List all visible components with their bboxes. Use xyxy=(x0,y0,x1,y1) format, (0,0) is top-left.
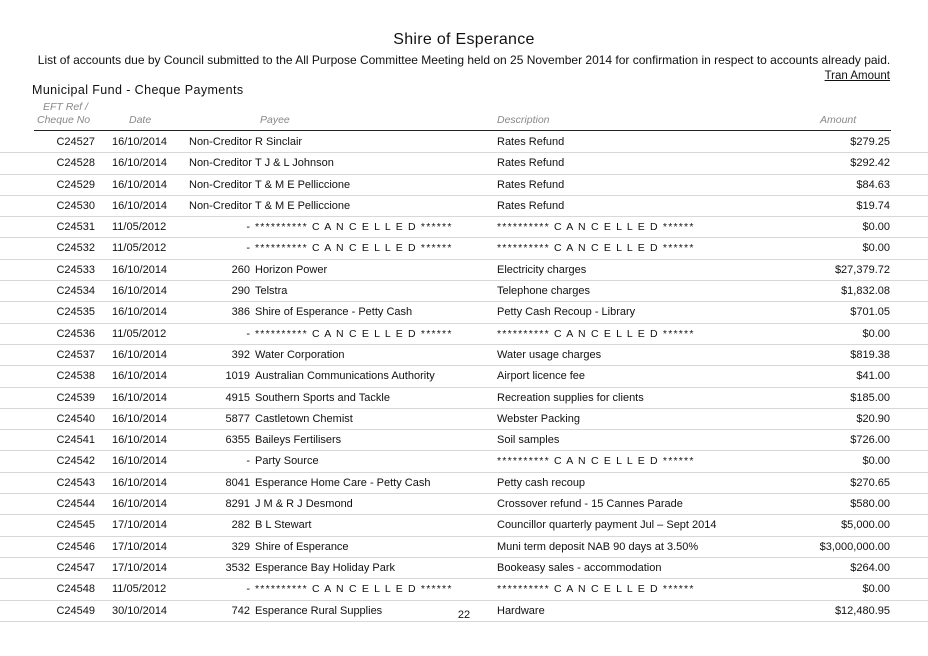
table-row xyxy=(0,451,928,472)
amount-cell: $0.00 xyxy=(862,242,890,255)
cheque-number-cell: C24548 xyxy=(56,583,95,596)
table-row xyxy=(0,473,928,494)
table-row xyxy=(0,388,928,409)
payee-cell: ********** C A N C E L L E D ****** xyxy=(255,583,453,596)
cheque-number-cell: C24547 xyxy=(56,561,95,574)
eft-ref-cell: Non-Creditor xyxy=(189,157,252,170)
eft-ref-cell: 260 xyxy=(231,263,250,276)
cheque-number-cell: C24529 xyxy=(56,178,95,191)
date-cell: 16/10/2014 xyxy=(112,136,168,148)
cheque-number-cell: C24530 xyxy=(56,199,95,212)
date-cell: 17/10/2014 xyxy=(112,540,168,553)
column-header-date: Date xyxy=(129,114,152,126)
amount-cell: $27,379.72 xyxy=(834,263,890,276)
description-cell: Rates Refund xyxy=(497,136,565,148)
eft-ref-cell: - xyxy=(246,455,250,468)
description-cell: Water usage charges xyxy=(497,348,602,361)
description-cell: Petty Cash Recoup - Library xyxy=(497,306,636,319)
payee-cell: Baileys Fertilisers xyxy=(255,434,342,447)
eft-ref-cell: 4915 xyxy=(225,391,250,404)
date-cell: 16/10/2014 xyxy=(112,178,168,191)
amount-cell: $1,832.08 xyxy=(841,285,890,298)
date-cell: 11/05/2012 xyxy=(112,327,167,340)
eft-ref-cell: - xyxy=(246,242,250,255)
cheque-number-cell: C24538 xyxy=(56,370,95,383)
payee-cell: Esperance Bay Holiday Park xyxy=(255,561,396,574)
table-row xyxy=(0,366,928,387)
payee-cell: B L Stewart xyxy=(255,519,312,532)
table-row xyxy=(0,558,928,579)
amount-cell: $292.42 xyxy=(850,157,890,170)
eft-ref-cell: 290 xyxy=(231,285,250,298)
payee-cell: T & M E Pelliccione xyxy=(255,178,351,191)
description-cell: Telephone charges xyxy=(497,285,590,298)
amount-cell: $279.25 xyxy=(850,136,890,148)
description-cell: ********** C A N C E L L E D ****** xyxy=(497,583,695,596)
payee-cell: Esperance Home Care - Petty Cash xyxy=(255,476,431,489)
cheque-number-cell: C24531 xyxy=(56,221,95,234)
date-cell: 16/10/2014 xyxy=(112,285,168,298)
description-cell: Airport licence fee xyxy=(497,370,586,383)
amount-cell: $270.65 xyxy=(850,476,890,489)
payee-cell: Telstra xyxy=(255,285,288,298)
payee-cell: Water Corporation xyxy=(255,348,345,361)
page-number: 22 xyxy=(457,609,471,621)
payee-cell: Party Source xyxy=(255,455,319,468)
eft-ref-cell: Non-Creditor xyxy=(189,136,252,148)
date-cell: 16/10/2014 xyxy=(112,370,168,383)
date-cell: 16/10/2014 xyxy=(112,263,168,276)
eft-ref-cell: - xyxy=(246,583,250,596)
eft-ref-cell: 8041 xyxy=(225,476,250,489)
table-row xyxy=(0,430,928,451)
eft-ref-cell: - xyxy=(246,327,250,340)
amount-cell: $41.00 xyxy=(856,370,890,383)
cheque-number-cell: C24549 xyxy=(56,604,95,617)
date-cell: 17/10/2014 xyxy=(112,561,168,574)
amount-cell: $20.90 xyxy=(856,412,890,425)
cheque-number-cell: C24533 xyxy=(56,263,95,276)
amount-cell: $84.63 xyxy=(856,178,890,191)
cheque-number-cell: C24539 xyxy=(56,391,95,404)
payee-cell: Australian Communications Authority xyxy=(255,370,435,383)
eft-ref-cell: - xyxy=(246,221,250,234)
payee-cell: R Sinclair xyxy=(255,136,303,148)
document-subtitle: List of accounts due by Council submitted to the All Purpose Committee Meeting held on 25 November 2014 for confirmation in respect to accounts already paid. xyxy=(37,53,891,67)
cheque-number-cell: C24545 xyxy=(56,519,95,532)
table-row xyxy=(0,281,928,302)
description-cell: ********** C A N C E L L E D ****** xyxy=(497,242,695,255)
description-cell: Rates Refund xyxy=(497,157,565,170)
description-cell: Rates Refund xyxy=(497,178,565,191)
payee-cell: T J & L Johnson xyxy=(255,157,334,170)
description-cell: Petty cash recoup xyxy=(497,476,586,489)
description-cell: Hardware xyxy=(497,604,545,617)
amount-cell: $0.00 xyxy=(862,221,890,234)
table-row xyxy=(0,324,928,345)
date-cell: 11/05/2012 xyxy=(112,242,167,255)
eft-ref-cell: Non-Creditor xyxy=(189,178,252,191)
amount-cell: $580.00 xyxy=(850,498,890,511)
amount-cell: $5,000.00 xyxy=(841,519,890,532)
eft-ref-cell: 386 xyxy=(231,306,250,319)
payee-cell: ********** C A N C E L L E D ****** xyxy=(255,327,453,340)
eft-ref-cell: 1019 xyxy=(225,370,250,383)
table-row xyxy=(0,302,928,323)
date-cell: 16/10/2014 xyxy=(112,348,168,361)
payee-cell: ********** C A N C E L L E D ****** xyxy=(255,221,453,234)
table-row xyxy=(0,175,928,196)
date-cell: 11/05/2012 xyxy=(112,221,167,234)
table-row xyxy=(0,409,928,430)
table-row xyxy=(0,132,928,153)
date-cell: 16/10/2014 xyxy=(112,391,168,404)
section-heading: Municipal Fund - Cheque Payments xyxy=(32,83,244,97)
cheque-number-cell: C24528 xyxy=(56,157,95,170)
amount-cell: $819.38 xyxy=(850,348,890,361)
date-cell: 16/10/2014 xyxy=(112,434,168,447)
payee-cell: ********** C A N C E L L E D ****** xyxy=(255,242,453,255)
payee-cell: Esperance Rural Supplies xyxy=(255,604,383,617)
table-row xyxy=(0,515,928,536)
date-cell: 16/10/2014 xyxy=(112,455,168,468)
payee-cell: Southern Sports and Tackle xyxy=(255,391,390,404)
table-row xyxy=(0,238,928,259)
column-header-payee: Payee xyxy=(260,114,290,126)
table-row xyxy=(0,196,928,217)
tran-amount-heading: Tran Amount xyxy=(824,70,890,82)
table-row xyxy=(0,494,928,515)
date-cell: 11/05/2012 xyxy=(112,583,167,596)
eft-ref-cell: 5877 xyxy=(225,412,250,425)
cheque-number-cell: C24543 xyxy=(56,476,95,489)
date-cell: 17/10/2014 xyxy=(112,519,168,532)
date-cell: 16/10/2014 xyxy=(112,157,168,170)
column-header-description: Description xyxy=(497,114,550,126)
amount-cell: $0.00 xyxy=(862,583,890,596)
date-cell: 16/10/2014 xyxy=(112,412,168,425)
amount-cell: $726.00 xyxy=(850,434,890,447)
date-cell: 30/10/2014 xyxy=(112,604,168,617)
eft-ref-cell: 742 xyxy=(231,604,250,617)
payee-cell: Shire of Esperance - Petty Cash xyxy=(255,306,413,319)
amount-cell: $701.05 xyxy=(850,306,890,319)
amount-cell: $185.00 xyxy=(850,391,890,404)
cheque-number-cell: C24541 xyxy=(56,434,95,447)
payee-cell: T & M E Pelliccione xyxy=(255,199,351,212)
eft-ref-cell: 329 xyxy=(231,540,250,553)
column-header-ref-line2: Cheque No xyxy=(37,114,91,126)
column-header-ref-line1: EFT Ref / xyxy=(43,101,88,113)
table-row xyxy=(0,153,928,174)
payee-cell: Castletown Chemist xyxy=(255,412,353,425)
description-cell: Rates Refund xyxy=(497,199,565,212)
eft-ref-cell: Non-Creditor xyxy=(189,199,252,212)
date-cell: 16/10/2014 xyxy=(112,498,168,511)
date-cell: 16/10/2014 xyxy=(112,306,168,319)
amount-cell: $0.00 xyxy=(862,455,890,468)
eft-ref-cell: 392 xyxy=(231,348,250,361)
cheque-number-cell: C24536 xyxy=(56,327,95,340)
cheque-number-cell: C24534 xyxy=(56,285,95,298)
description-cell: ********** C A N C E L L E D ****** xyxy=(497,327,695,340)
date-cell: 16/10/2014 xyxy=(112,476,168,489)
table-row xyxy=(0,260,928,281)
eft-ref-cell: 8291 xyxy=(225,498,250,511)
amount-cell: $0.00 xyxy=(862,327,890,340)
table-row xyxy=(0,217,928,238)
description-cell: Muni term deposit NAB 90 days at 3.50% xyxy=(497,540,699,553)
description-cell: Webster Packing xyxy=(497,412,580,425)
amount-cell: $264.00 xyxy=(850,561,890,574)
payee-cell: J M & R J Desmond xyxy=(255,498,353,511)
table-row xyxy=(0,579,928,600)
cheque-number-cell: C24527 xyxy=(56,136,95,148)
cheque-number-cell: C24535 xyxy=(56,306,95,319)
amount-cell: $19.74 xyxy=(856,199,890,212)
cheque-number-cell: C24546 xyxy=(56,540,95,553)
payee-cell: Horizon Power xyxy=(255,263,328,276)
description-cell: Bookeasy sales - accommodation xyxy=(497,561,662,574)
description-cell: Councillor quarterly payment Jul – Sept 2014 xyxy=(497,519,717,532)
payments-table xyxy=(0,132,928,622)
payee-cell: Shire of Esperance xyxy=(255,540,349,553)
description-cell: Crossover refund - 15 Cannes Parade xyxy=(497,498,683,511)
description-cell: ********** C A N C E L L E D ****** xyxy=(497,455,695,468)
cheque-number-cell: C24540 xyxy=(56,412,95,425)
description-cell: Electricity charges xyxy=(497,263,587,276)
cheque-number-cell: C24544 xyxy=(56,498,95,511)
cheque-number-cell: C24532 xyxy=(56,242,95,255)
table-row xyxy=(0,537,928,558)
description-cell: Recreation supplies for clients xyxy=(497,391,644,404)
header-divider xyxy=(34,130,891,131)
cheque-number-cell: C24537 xyxy=(56,348,95,361)
eft-ref-cell: 6355 xyxy=(225,434,250,447)
eft-ref-cell: 3532 xyxy=(225,561,250,574)
amount-cell: $12,480.95 xyxy=(834,604,890,617)
table-row xyxy=(0,345,928,366)
amount-cell: $3,000,000.00 xyxy=(819,540,890,553)
eft-ref-cell: 282 xyxy=(231,519,250,532)
date-cell: 16/10/2014 xyxy=(112,199,168,212)
cheque-number-cell: C24542 xyxy=(56,455,95,468)
document-title: Shire of Esperance xyxy=(393,31,535,48)
column-header-amount: Amount xyxy=(820,114,857,126)
description-cell: ********** C A N C E L L E D ****** xyxy=(497,221,695,234)
description-cell: Soil samples xyxy=(497,434,560,447)
